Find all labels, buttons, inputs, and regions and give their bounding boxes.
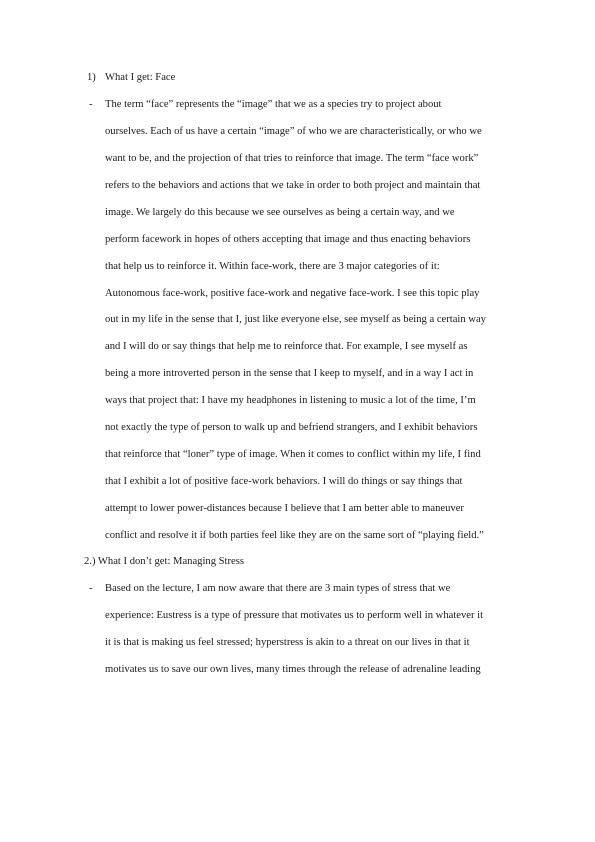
paragraph-line: it is that is making us feel stressed; hyperstress is akin to a threat on our lives in that it [105, 637, 470, 648]
section-2-heading: 2.) What I don’t get: Managing Stress [84, 556, 244, 567]
paragraph-line: Autonomous face-work, positive face-work and negative face-work. I see this topic play [105, 288, 480, 299]
paragraph-line: Based on the lecture, I am now aware that there are 3 main types of stress that we [105, 583, 451, 594]
paragraph-line: motivates us to save our own lives, many times through the release of adrenaline leading [105, 664, 481, 675]
section-1-number: 1) [87, 72, 96, 83]
paragraph-line: out in my life in the sense that I, just like everyone else, see myself as being a certain way [105, 314, 486, 325]
section-2-bullet: - [89, 583, 93, 594]
paragraph-line: and I will do or say things that help me to reinforce that. For example, I see myself as [105, 341, 468, 352]
section-1-heading [87, 71, 175, 84]
paragraph-line: want to be, and the projection of that tries to reinforce that image. The term “face work” [105, 153, 479, 164]
paragraph-line: The term “face” represents the “image” that we as a species try to project about [105, 99, 442, 110]
paragraph-line: that I exhibit a lot of positive face-work behaviors. I will do things or say things that [105, 476, 463, 487]
section-1-title: What I get: Face [105, 72, 176, 83]
paragraph-line: ways that project that: I have my headphones in listening to music a lot of the time, I’m [105, 395, 476, 406]
paragraph-line: that reinforce that “loner” type of image. When it comes to conflict within my life, I find [105, 449, 481, 460]
paragraph-line: perform facework in hopes of others accepting that image and thus enacting behaviors [105, 234, 471, 245]
paragraph-line: refers to the behaviors and actions that we take in order to both project and maintain that [105, 180, 481, 191]
paragraph-line: that help us to reinforce it. Within face-work, there are 3 major categories of it: [105, 261, 440, 272]
paragraph-line: conflict and resolve it if both parties feel like they are on the same sort of “playing field.” [105, 530, 484, 541]
paragraph-line: experience: Eustress is a type of pressure that motivates us to perform well in whatever it [105, 610, 484, 621]
paragraph-line: attempt to lower power-distances because I believe that I am better able to maneuver [105, 503, 464, 514]
paragraph-line: not exactly the type of person to walk up and befriend strangers, and I exhibit behaviors [105, 422, 478, 433]
paragraph-line: ourselves. Each of us have a certain “image” of who we are characteristically, or who we [105, 126, 482, 137]
paragraph-line: being a more introverted person in the sense that I keep to myself, and in a way I act in [105, 368, 474, 379]
paragraph-line: image. We largely do this because we see ourselves as being a certain way, and we [105, 207, 455, 218]
section-1-bullet: - [89, 99, 93, 110]
